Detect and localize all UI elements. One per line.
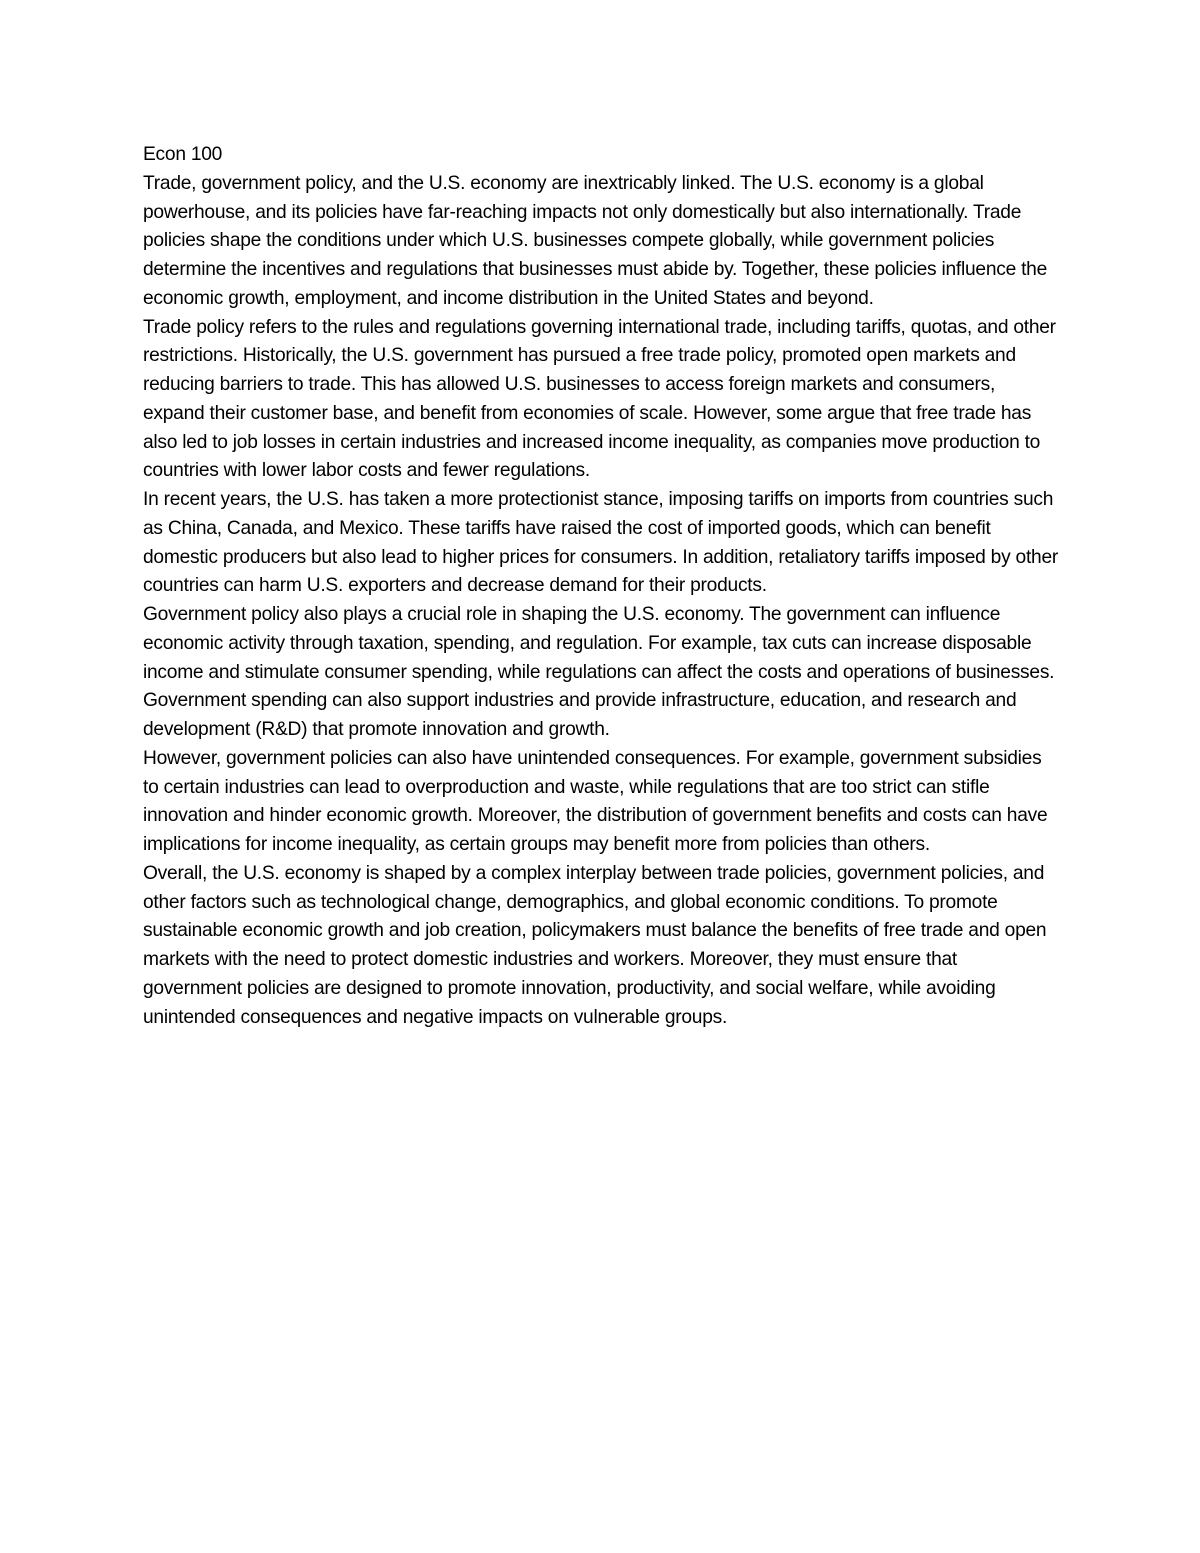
document-body xyxy=(143,141,1058,1032)
paragraph-trade-overview: Trade, government policy, and the U.S. economy are inextricably linked. The U.S. economy is a global powerhouse, and its policies have far-reaching impacts not only domestically but also internationally. Trade policies shape the conditions under which U.S. businesses compete globally, while government policies determine the incentives and regulations that businesses must abide by. Together, these policies influence the economic growth, employment, and income distribution in the United States and beyond. xyxy=(143,172,1048,309)
paragraph-protectionism: In recent years, the U.S. has taken a more protectionist stance, imposing tariffs on imports from countries such as China, Canada, and Mexico. These tariffs have raised the cost of imported goods, which can benefit domestic producers but also lead to higher prices for consumers. In addition, retaliatory tariffs imposed by other countries can harm U.S. exporters and decrease demand for their products. xyxy=(143,489,1059,597)
paragraph-trade-policy: Trade policy refers to the rules and regulations governing international trade, including tariffs, quotas, and other restrictions. Historically, the U.S. government has pursued a free trade policy, promoted open markets and reducing barriers to trade. This has allowed U.S. businesses to access foreign markets and consumers, expand their customer base, and benefit from economies of scale. However, some argue that free trade has also led to job losses in certain industries and increased income inequality, as companies move production to countries with lower labor costs and fewer regulations. xyxy=(143,316,1056,482)
paragraph-conclusion: Overall, the U.S. economy is shaped by a complex interplay between trade policies, government policies, and other factors such as technological change, demographics, and global economic conditions. To promote sustainable economic growth and job creation, policymakers must balance the benefits of free trade and open markets with the need to protect domestic industries and workers. Moreover, they must ensure that government policies are designed to promote innovation, productivity, and social welfare, while avoiding unintended consequences and negative impacts on vulnerable groups. xyxy=(143,862,1047,1028)
paragraph-government-policy: Government policy also plays a crucial role in shaping the U.S. economy. The government can influence economic activity through taxation, spending, and regulation. For example, tax cuts can increase disposable income and stimulate consumer spending, while regulations can affect the costs and operations of businesses. Government spending can also support industries and provide infrastructure, education, and research and development (R&D) that promote innovation and growth. xyxy=(143,604,1055,740)
paragraph-unintended-consequences: However, government policies can also have unintended consequences. For example, government subsidies to certain industries can lead to overproduction and waste, while regulations that are too strict can stifle innovation and hinder economic growth. Moreover, the distribution of government benefits and costs can have implications for income inequality, as certain groups may benefit more from policies than others. xyxy=(143,747,1048,855)
document-title: Econ 100 xyxy=(143,144,223,165)
